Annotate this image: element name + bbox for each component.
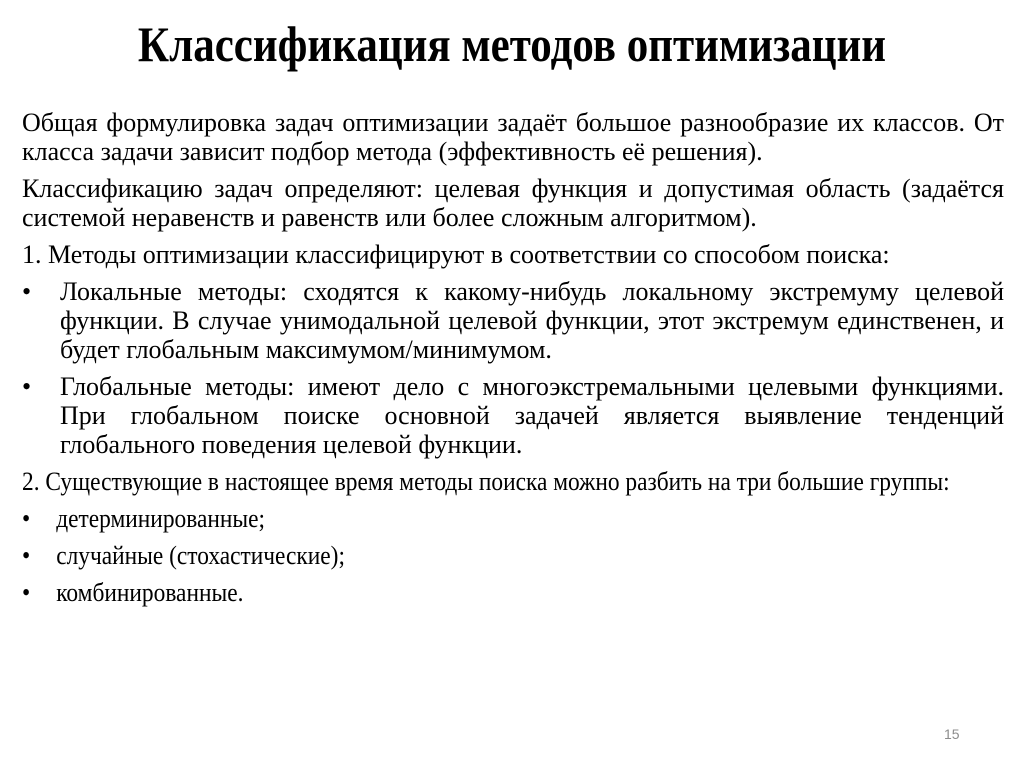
- bullet-icon: •: [22, 578, 31, 607]
- bullet-icon: •: [22, 372, 32, 401]
- bullet-icon: •: [22, 504, 31, 533]
- paragraph-groups-intro: 2. Существующие в настоящее время методы поиска можно разбить на три большие группы:: [22, 467, 950, 496]
- bullet-local-methods: [22, 277, 1004, 364]
- groups-section: [22, 467, 1003, 607]
- bullet-text: Локальные методы: сходятся к какому-нибудь локальному экстремуму целевой функции. В случае унимодальной целевой функции, этот экстремум единственен, и будет глобальным максимумом/минимумом.: [60, 277, 1004, 364]
- bullet-icon: •: [22, 541, 31, 570]
- paragraph-intro: Общая формулировка задач оптимизации задаёт большое разнообразие их классов. От класса задачи зависит подбор метода (эффективность её решения).: [22, 108, 1004, 166]
- bullet-text: детерминированные;: [56, 504, 266, 533]
- bullet-text: случайные (стохастические);: [56, 541, 345, 570]
- bullet-icon: •: [22, 277, 32, 306]
- bullet-combined: [22, 578, 1003, 607]
- slide-body: [22, 108, 1004, 615]
- bullet-deterministic: [22, 504, 1003, 533]
- bullet-stochastic: [22, 541, 1003, 570]
- slide-title: Классификация методов оптимизации: [137, 16, 887, 72]
- bullet-text: комбинированные.: [56, 578, 244, 607]
- page-number: 15: [944, 726, 960, 742]
- bullet-global-methods: [22, 372, 1004, 459]
- bullet-text: Глобальные методы: имеют дело с многоэкстремальными целевыми функциями. При глобальном поиске основной задачей является выявление тенденций глобального поведения целевой функции.: [60, 372, 1004, 459]
- paragraph-classification: Классификацию задач определяют: целевая функция и допустимая область (задаётся системой неравенств и равенств или более сложным алгоритмом).: [22, 174, 1004, 232]
- paragraph-search-methods: 1. Методы оптимизации классифицируют в соответствии со способом поиска:: [22, 240, 890, 269]
